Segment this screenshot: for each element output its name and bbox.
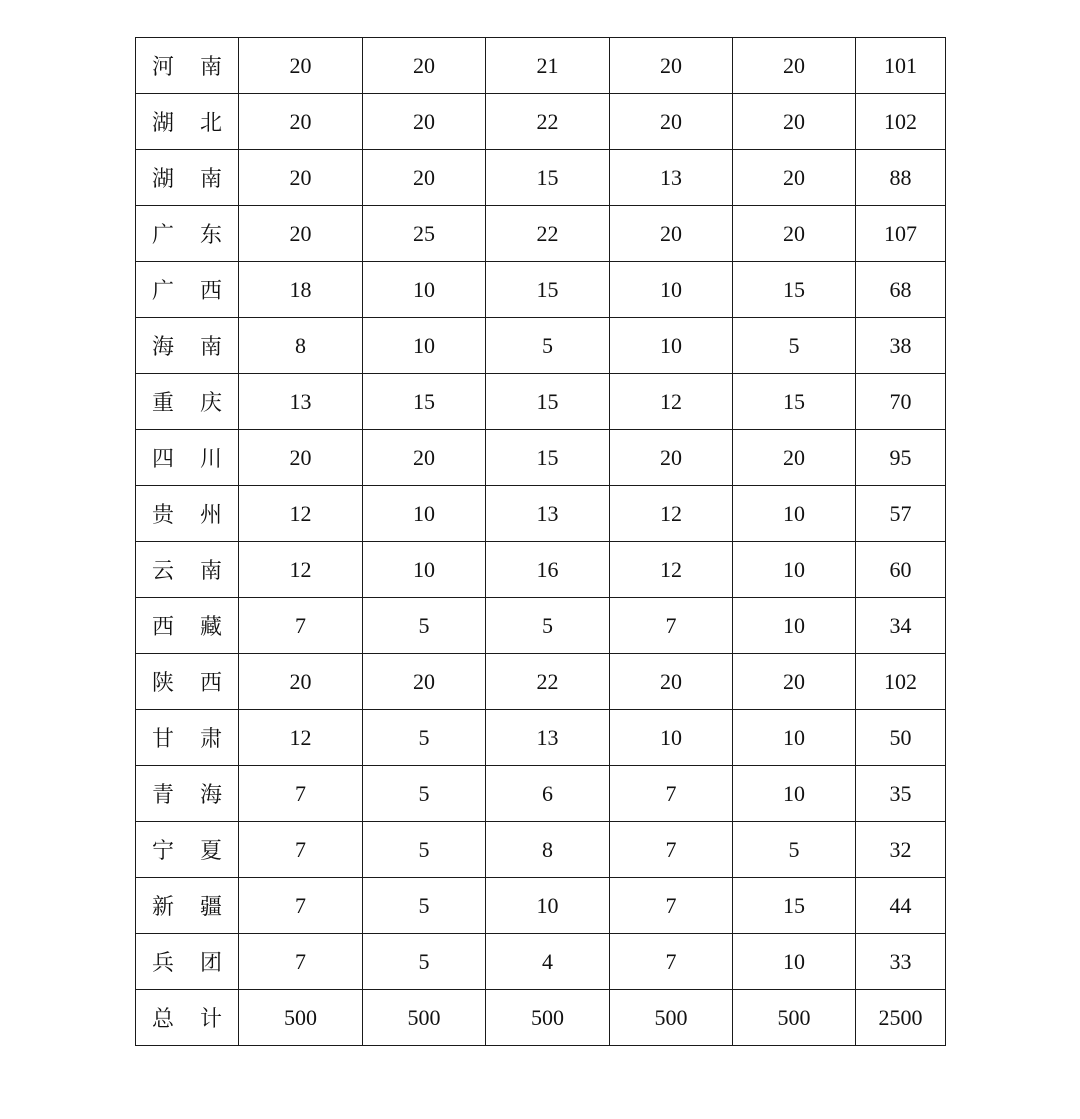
region-name-char: 海 — [152, 335, 175, 360]
value-cell: 13 — [486, 486, 610, 542]
value-cell: 20 — [733, 150, 856, 206]
value-cell: 20 — [239, 430, 363, 486]
region-name-char: 河 — [152, 55, 175, 80]
region-name-char: 湖 — [152, 111, 175, 136]
row-total-cell: 102 — [856, 654, 946, 710]
value-cell: 7 — [239, 878, 363, 934]
region-name — [152, 890, 222, 921]
value-cell: 10 — [733, 598, 856, 654]
value-cell: 5 — [733, 822, 856, 878]
region-name-cell — [136, 262, 239, 318]
value-cell: 500 — [239, 990, 363, 1046]
region-name-char: 宁 — [152, 839, 175, 864]
value-cell: 7 — [239, 934, 363, 990]
value-cell: 7 — [610, 766, 733, 822]
region-name — [152, 834, 222, 865]
value-cell: 12 — [610, 542, 733, 598]
value-cell: 20 — [363, 150, 486, 206]
region-name — [152, 106, 222, 137]
region-name — [152, 218, 222, 249]
value-cell: 15 — [486, 262, 610, 318]
value-cell: 15 — [486, 430, 610, 486]
region-name-char: 广 — [152, 223, 175, 248]
region-name — [152, 722, 222, 753]
row-total-cell: 38 — [856, 318, 946, 374]
value-cell: 15 — [486, 150, 610, 206]
value-cell: 5 — [363, 934, 486, 990]
region-name-char: 兵 — [152, 951, 175, 976]
value-cell: 7 — [610, 878, 733, 934]
region-name-char: 总 — [152, 1007, 175, 1032]
value-cell: 10 — [733, 766, 856, 822]
region-name-char: 重 — [152, 391, 175, 416]
region-name-char: 甘 — [152, 727, 175, 752]
region-name-cell — [136, 878, 239, 934]
value-cell: 20 — [239, 206, 363, 262]
region-name-char: 西 — [199, 279, 222, 304]
region-name — [152, 274, 222, 305]
region-name — [152, 666, 222, 697]
value-cell: 5 — [363, 710, 486, 766]
region-name-char: 新 — [152, 895, 175, 920]
region-name-cell — [136, 542, 239, 598]
value-cell: 4 — [486, 934, 610, 990]
value-cell: 10 — [363, 262, 486, 318]
value-cell: 20 — [610, 206, 733, 262]
region-name-char: 南 — [199, 167, 222, 192]
value-cell: 20 — [610, 654, 733, 710]
row-total-cell: 32 — [856, 822, 946, 878]
table-row — [136, 150, 946, 206]
value-cell: 10 — [733, 934, 856, 990]
region-name-char: 肃 — [199, 727, 222, 752]
value-cell: 20 — [239, 94, 363, 150]
value-cell: 13 — [239, 374, 363, 430]
region-name-char: 南 — [199, 559, 222, 584]
region-name-cell — [136, 486, 239, 542]
row-total-cell: 88 — [856, 150, 946, 206]
region-name-cell — [136, 710, 239, 766]
value-cell: 500 — [486, 990, 610, 1046]
region-name-cell — [136, 38, 239, 94]
table-row — [136, 598, 946, 654]
row-total-cell: 102 — [856, 94, 946, 150]
region-name-char: 海 — [199, 783, 222, 808]
value-cell: 20 — [733, 654, 856, 710]
region-name-char: 团 — [199, 951, 222, 976]
table-body — [136, 38, 946, 1046]
table-row — [136, 934, 946, 990]
row-total-cell: 34 — [856, 598, 946, 654]
region-name — [152, 554, 222, 585]
region-name-char: 南 — [199, 335, 222, 360]
value-cell: 10 — [363, 542, 486, 598]
row-total-cell: 50 — [856, 710, 946, 766]
value-cell: 20 — [363, 654, 486, 710]
row-total-cell: 68 — [856, 262, 946, 318]
value-cell: 500 — [363, 990, 486, 1046]
value-cell: 5 — [363, 822, 486, 878]
value-cell: 21 — [486, 38, 610, 94]
value-cell: 16 — [486, 542, 610, 598]
region-name-char: 州 — [199, 503, 222, 528]
region-name-char: 西 — [199, 671, 222, 696]
value-cell: 7 — [610, 934, 733, 990]
value-cell: 20 — [733, 206, 856, 262]
value-cell: 25 — [363, 206, 486, 262]
value-cell: 5 — [363, 878, 486, 934]
value-cell: 20 — [610, 38, 733, 94]
table-row — [136, 654, 946, 710]
value-cell: 500 — [733, 990, 856, 1046]
value-cell: 10 — [486, 878, 610, 934]
region-name-char: 北 — [199, 111, 222, 136]
value-cell: 12 — [610, 374, 733, 430]
row-total-cell: 70 — [856, 374, 946, 430]
total-row — [136, 990, 946, 1046]
value-cell: 20 — [610, 94, 733, 150]
value-cell: 10 — [363, 486, 486, 542]
table-row — [136, 38, 946, 94]
value-cell: 20 — [363, 38, 486, 94]
region-name-cell — [136, 990, 239, 1046]
region-name — [152, 946, 222, 977]
region-name-char: 贵 — [152, 503, 175, 528]
table-row — [136, 710, 946, 766]
region-name-char: 南 — [199, 55, 222, 80]
region-name-cell — [136, 150, 239, 206]
region-name — [152, 778, 222, 809]
value-cell: 20 — [733, 38, 856, 94]
region-name-char: 云 — [152, 559, 175, 584]
region-name — [152, 610, 222, 641]
region-name — [152, 162, 222, 193]
region-name-cell — [136, 654, 239, 710]
value-cell: 10 — [733, 486, 856, 542]
region-name-cell — [136, 598, 239, 654]
value-cell: 20 — [363, 430, 486, 486]
value-cell: 20 — [733, 430, 856, 486]
value-cell: 7 — [239, 766, 363, 822]
value-cell: 10 — [733, 710, 856, 766]
value-cell: 7 — [239, 822, 363, 878]
region-name-cell — [136, 934, 239, 990]
region-name-cell — [136, 430, 239, 486]
value-cell: 7 — [239, 598, 363, 654]
value-cell: 5 — [486, 318, 610, 374]
row-total-cell: 95 — [856, 430, 946, 486]
table-row — [136, 262, 946, 318]
region-name — [152, 386, 222, 417]
region-name — [152, 498, 222, 529]
value-cell: 12 — [239, 542, 363, 598]
region-name-cell — [136, 374, 239, 430]
region-name-cell — [136, 94, 239, 150]
value-cell: 10 — [610, 710, 733, 766]
value-cell: 22 — [486, 94, 610, 150]
value-cell: 20 — [239, 38, 363, 94]
value-cell: 10 — [610, 262, 733, 318]
value-cell: 5 — [486, 598, 610, 654]
region-name-char: 庆 — [199, 391, 222, 416]
row-total-cell: 2500 — [856, 990, 946, 1046]
value-cell: 10 — [733, 542, 856, 598]
table-row — [136, 878, 946, 934]
value-cell: 15 — [363, 374, 486, 430]
value-cell: 22 — [486, 206, 610, 262]
value-cell: 20 — [363, 94, 486, 150]
value-cell: 15 — [733, 878, 856, 934]
region-name-char: 青 — [152, 783, 175, 808]
value-cell: 18 — [239, 262, 363, 318]
value-cell: 7 — [610, 822, 733, 878]
table-row — [136, 374, 946, 430]
value-cell: 20 — [239, 150, 363, 206]
value-cell: 20 — [610, 430, 733, 486]
region-name-char: 计 — [199, 1007, 222, 1032]
table-row — [136, 430, 946, 486]
region-name-cell — [136, 822, 239, 878]
region-name-char: 藏 — [199, 615, 222, 640]
region-name — [152, 330, 222, 361]
row-total-cell: 101 — [856, 38, 946, 94]
region-name-cell — [136, 318, 239, 374]
table-row — [136, 822, 946, 878]
table-row — [136, 486, 946, 542]
value-cell: 6 — [486, 766, 610, 822]
value-cell: 8 — [239, 318, 363, 374]
value-cell: 5 — [363, 766, 486, 822]
value-cell: 13 — [486, 710, 610, 766]
row-total-cell: 33 — [856, 934, 946, 990]
value-cell: 10 — [610, 318, 733, 374]
region-name-char: 疆 — [199, 895, 222, 920]
value-cell: 13 — [610, 150, 733, 206]
region-name-char: 西 — [152, 615, 175, 640]
value-cell: 20 — [239, 654, 363, 710]
region-name-cell — [136, 766, 239, 822]
value-cell: 15 — [733, 262, 856, 318]
value-cell: 12 — [239, 486, 363, 542]
value-cell: 7 — [610, 598, 733, 654]
table-row — [136, 318, 946, 374]
row-total-cell: 57 — [856, 486, 946, 542]
value-cell: 10 — [363, 318, 486, 374]
value-cell: 20 — [733, 94, 856, 150]
region-name — [152, 1002, 222, 1033]
region-name-char: 四 — [152, 447, 175, 472]
value-cell: 5 — [733, 318, 856, 374]
value-cell: 22 — [486, 654, 610, 710]
value-cell: 12 — [610, 486, 733, 542]
row-total-cell: 107 — [856, 206, 946, 262]
region-name-char: 夏 — [199, 839, 222, 864]
region-name-cell — [136, 206, 239, 262]
region-name-char: 陕 — [152, 671, 175, 696]
region-name-char: 东 — [199, 223, 222, 248]
row-total-cell: 35 — [856, 766, 946, 822]
value-cell: 12 — [239, 710, 363, 766]
region-name-char: 广 — [152, 279, 175, 304]
table-row — [136, 94, 946, 150]
region-name-char: 湖 — [152, 167, 175, 192]
value-cell: 5 — [363, 598, 486, 654]
value-cell: 8 — [486, 822, 610, 878]
table-row — [136, 766, 946, 822]
value-cell: 15 — [486, 374, 610, 430]
region-name — [152, 442, 222, 473]
table-row — [136, 542, 946, 598]
row-total-cell: 44 — [856, 878, 946, 934]
region-name — [152, 50, 222, 81]
table-row — [136, 206, 946, 262]
value-cell: 500 — [610, 990, 733, 1046]
value-cell: 15 — [733, 374, 856, 430]
row-total-cell: 60 — [856, 542, 946, 598]
quota-table — [135, 37, 946, 1046]
region-name-char: 川 — [199, 447, 222, 472]
